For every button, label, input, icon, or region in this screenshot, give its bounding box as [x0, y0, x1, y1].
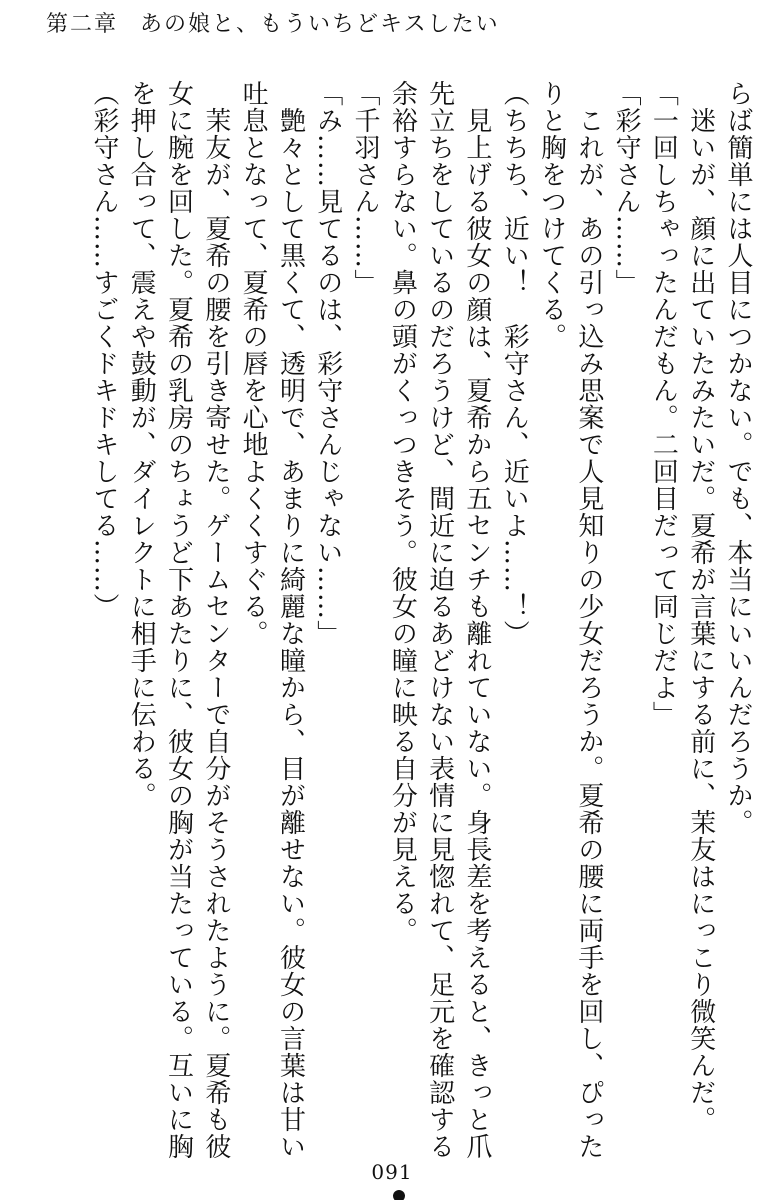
text-line: 女に腕を回した。夏希の乳房のちょうど下あたりに、彼女の胸が当たっている。互いに胸: [163, 80, 194, 1160]
text-line: 艶々として黒くて、透明で、あまりに綺麗な瞳から、目が離せない。彼女の言葉は甘い: [275, 80, 306, 1160]
page-marker-dot: [393, 1190, 405, 1200]
text-line: りと胸をつけてくる。: [536, 80, 567, 350]
text-line: 茉友が、夏希の腰を引き寄せた。ゲームセンターで自分がそうされたように。夏希も彼: [200, 80, 231, 1160]
text-line: 「一回しちゃったんだもん。二回目だって同じだよ」: [648, 80, 679, 728]
chapter-title: あの娘と、もういちどキスしたい: [140, 12, 500, 37]
text-line: これが、あの引っ込み思案で人見知りの少女だろうか。夏希の腰に両手を回し、ぴった: [573, 80, 604, 1160]
text-line: 先立ちをしているのだろうけど、間近に迫るあどけない表情に見惚れて、足元を確認する: [424, 80, 455, 1160]
text-line: 見上げる彼女の顔は、夏希から五センチも離れていない。身長差を考えると、きっと爪: [461, 80, 492, 1160]
text-line: （彩守さん……すごくドキドキしてる……）: [88, 80, 119, 620]
running-head: [46, 14, 500, 36]
text-line: 迷いが、顔に出ていたみたいだ。夏希が言葉にする前に、茉友はにっこり微笑んだ。: [685, 80, 716, 1133]
text-line: 「千羽さん……」: [350, 80, 381, 296]
chapter-label: 第二章: [46, 12, 119, 37]
vertical-body-text: [36, 80, 756, 1160]
text-line: らば簡単には人目につかない。でも、本当にいいんだろうか。: [723, 80, 753, 836]
page-number: 091: [371, 1160, 413, 1184]
text-line: を押し合って、震えや鼓動が、ダイレクトに相手に伝わる。: [126, 80, 157, 809]
text-line: 吐息となって、夏希の唇を心地よくくすぐる。: [238, 80, 269, 647]
text-line: （ちちち、近い！ 彩守さん、近いよ……！）: [499, 80, 530, 647]
text-line: 余裕すらない。鼻の頭がくっつきそう。彼女の瞳に映る自分が見える。: [387, 80, 418, 944]
text-line: 「彩守さん……」: [611, 80, 642, 296]
text-line: 「み……見てるのは、彩守さんじゃない……」: [312, 80, 343, 647]
